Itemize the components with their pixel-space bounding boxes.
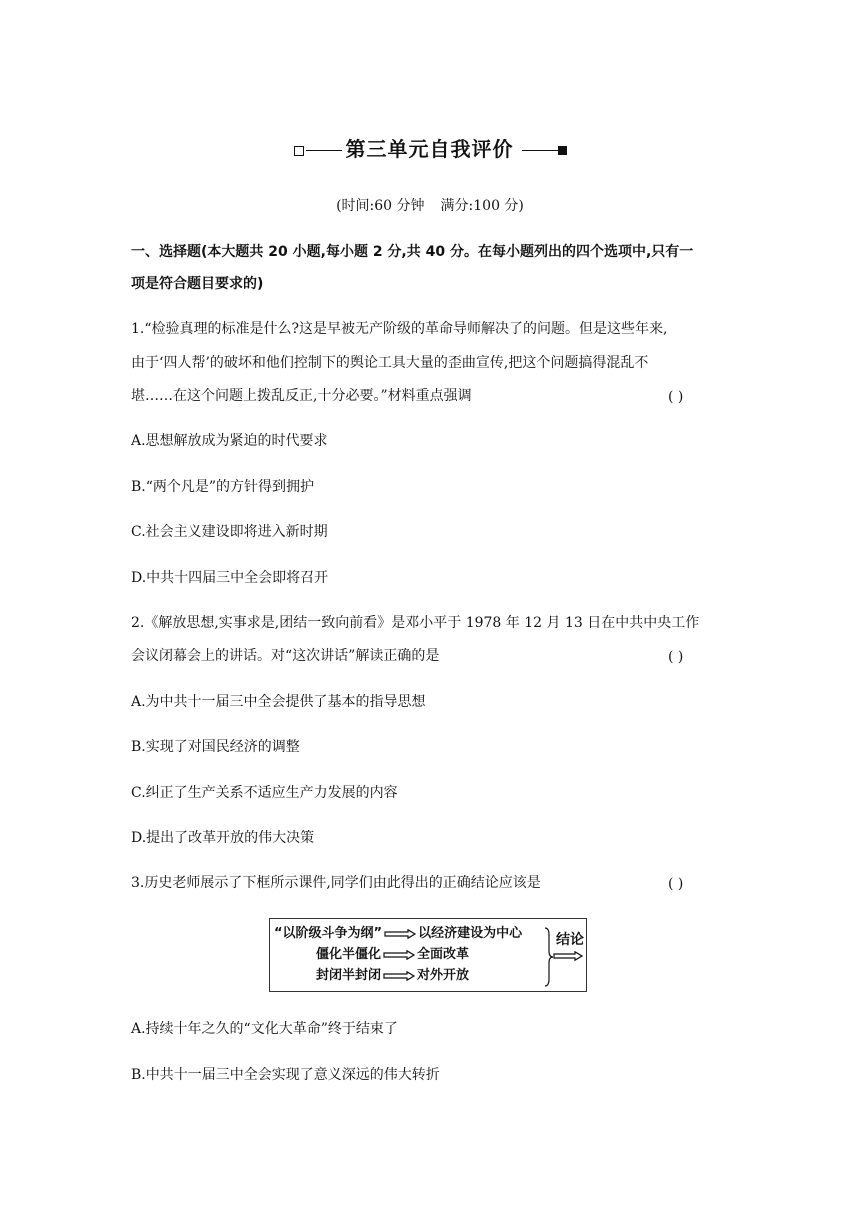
exam-info xyxy=(0,195,860,215)
courseware-figure xyxy=(269,918,587,992)
q1-answer-blank xyxy=(668,389,728,405)
q1-option-a: A.思想解放成为紧迫的时代要求 xyxy=(131,433,328,449)
q2-stem-line1: 2.《解放思想,实事求是,团结一致向前看》是邓小平于 1978 年 12 月 13 日在中共中央工作 xyxy=(131,615,700,631)
q1-stem-line1: 1.“检验真理的标准是什么?这是早被无产阶级的革命导师解决了的问题。但是这些年来, xyxy=(131,321,668,337)
q3-paren: ( ) xyxy=(668,876,684,892)
q2-option-a: A.为中共十一届三中全会提供了基本的指导思想 xyxy=(131,694,426,710)
title-open-square-icon xyxy=(294,146,304,156)
title-text: 第三单元自我评价 xyxy=(345,137,514,161)
figure-row-1 xyxy=(274,924,522,944)
hollow-arrow-icon xyxy=(383,950,415,960)
exam-time: (时间:60 分钟 xyxy=(336,198,425,214)
q1-stem-line2: 由于‘四人帮’的破坏和他们控制下的舆论工具大量的歪曲宣传,把这个问题搞得混乱不 xyxy=(131,355,649,371)
figure-row-2 xyxy=(316,945,469,965)
q2-answer-blank xyxy=(668,649,728,665)
section-heading-line2: 项是符合题目要求的) xyxy=(131,276,264,292)
figure-row-3 xyxy=(316,966,469,986)
q1-paren: ( ) xyxy=(668,389,684,405)
figure-row-1-to: 以经济建设为中心 xyxy=(418,926,523,941)
section-heading-line1: 一、选择题(本大题共 20 小题,每小题 2 分,共 40 分。在每小题列出的四个选项中,只有一 xyxy=(131,244,694,260)
title-filled-square-icon xyxy=(558,146,567,155)
figure-row-1-from: “以阶级斗争为纲” xyxy=(274,926,383,941)
q2-stem-line2: 会议闭幕会上的讲话。对“这次讲话”解读正确的是 xyxy=(131,648,440,664)
q1-option-b: B.“两个凡是”的方针得到拥护 xyxy=(131,479,315,495)
title-rule-right xyxy=(522,150,558,151)
hollow-arrow-icon xyxy=(383,971,415,981)
exam-score: 满分:100 分) xyxy=(440,198,524,214)
figure-conclusion: 结论 xyxy=(556,932,584,948)
document-title xyxy=(0,133,860,162)
q1-option-d: D.中共十四届三中全会即将召开 xyxy=(131,570,329,586)
q2-option-d: D.提出了改革开放的伟大决策 xyxy=(131,830,315,846)
q2-paren: ( ) xyxy=(668,649,684,665)
title-rule-left xyxy=(306,150,342,151)
hollow-arrow-icon xyxy=(384,929,416,939)
figure-row-3-from: 封闭半封闭 xyxy=(316,968,382,983)
conclusion-arrow-icon xyxy=(553,951,583,961)
q3-answer-blank xyxy=(668,876,728,892)
q2-option-c: C.纠正了生产关系不适应生产力发展的内容 xyxy=(131,785,398,801)
q2-option-b: B.实现了对国民经济的调整 xyxy=(131,739,300,755)
figure-row-2-to: 全面改革 xyxy=(417,947,470,962)
q3-option-a: A.持续十年之久的“文化大革命”终于结束了 xyxy=(131,1021,398,1037)
q1-option-c: C.社会主义建设即将进入新时期 xyxy=(131,524,328,540)
q3-stem-line1: 3.历史老师展示了下框所示课件,同学们由此得出的正确结论应该是 xyxy=(131,875,541,891)
q1-stem-line3: 堪……在这个问题上拨乱反正,十分必要。”材料重点强调 xyxy=(131,388,472,404)
q3-option-b: B.中共十一届三中全会实现了意义深远的伟大转折 xyxy=(131,1067,440,1083)
figure-row-2-from: 僵化半僵化 xyxy=(316,947,382,962)
figure-row-3-to: 对外开放 xyxy=(417,968,470,983)
